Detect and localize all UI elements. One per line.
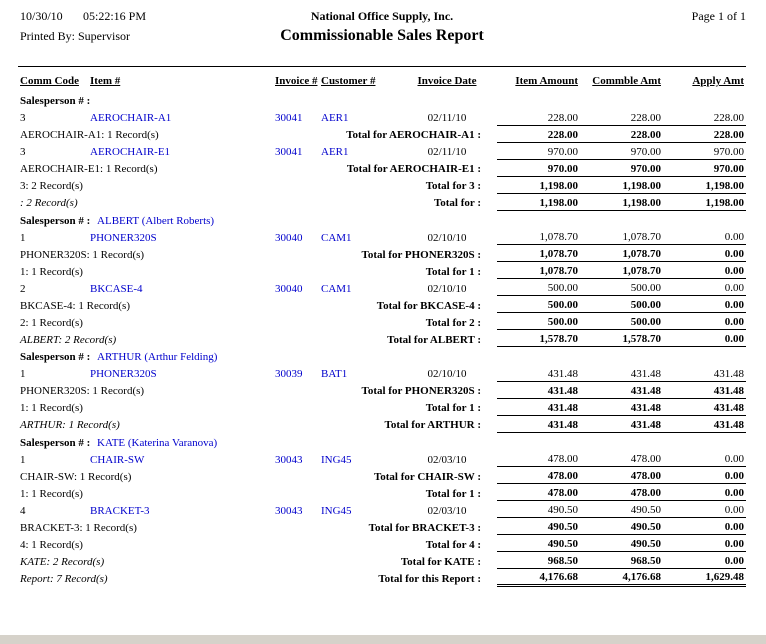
- apply-amt-subtotal: 431.48: [663, 381, 746, 398]
- record-count-label: BKCASE-4: 1 Record(s): [20, 299, 130, 312]
- record-count-label: 1: 1 Record(s): [20, 402, 83, 414]
- apply-amt-cell: 228.00: [663, 108, 746, 125]
- commble-amt-subtotal: 1,578.70: [580, 330, 663, 347]
- apply-amt-subtotal: 0.00: [663, 552, 746, 569]
- invoice-number-link[interactable]: 30043: [275, 453, 303, 466]
- invoice-number-link[interactable]: 30041: [275, 112, 303, 124]
- commble-amt-subtotal: 1,198.00: [580, 176, 663, 193]
- customer-number-link[interactable]: AER1: [321, 112, 349, 124]
- subtotal-row: [18, 159, 746, 176]
- salesperson-name-link[interactable]: ARTHUR (Arthur Felding): [97, 351, 218, 363]
- subtotal-row: [18, 552, 746, 569]
- comm-code-cell: 3: [20, 112, 26, 124]
- commble-amt-subtotal: 478.00: [580, 484, 663, 501]
- col-header-commble-amt: Commble Amt: [592, 75, 661, 87]
- customer-number-link[interactable]: ING45: [321, 453, 352, 466]
- apply-amt-subtotal: 228.00: [663, 125, 746, 142]
- col-header-apply-amt: Apply Amt: [692, 75, 744, 87]
- column-header-row: [18, 72, 746, 91]
- commble-amt-grand-total: 4,176.68: [580, 569, 663, 586]
- record-count-label: 4: 1 Record(s): [20, 538, 83, 551]
- item-amount-subtotal: 228.00: [497, 125, 580, 142]
- commble-amt-cell: 500.00: [580, 279, 663, 296]
- subtotal-label: Total for PHONER320S :: [361, 248, 481, 261]
- apply-amt-subtotal: 0.00: [663, 535, 746, 552]
- subtotal-row: [18, 193, 746, 210]
- print-time: 05:22:16 PM: [83, 9, 147, 23]
- salesperson-name-link[interactable]: KATE (Katerina Varanova): [97, 436, 218, 449]
- commble-amt-subtotal: 500.00: [580, 313, 663, 330]
- col-header-item: Item #: [90, 75, 121, 87]
- commble-amt-cell: 228.00: [580, 108, 663, 125]
- record-count-label: : 2 Record(s): [20, 197, 78, 209]
- record-count-label: BRACKET-3: 1 Record(s): [20, 521, 137, 534]
- subtotal-row: [18, 125, 746, 142]
- subtotal-row: [18, 296, 746, 313]
- commble-amt-subtotal: 968.50: [580, 552, 663, 569]
- record-count-label: PHONER320S: 1 Record(s): [20, 385, 145, 397]
- col-header-item-amount: Item Amount: [515, 75, 578, 87]
- subtotal-row: [18, 467, 746, 484]
- commble-amt-subtotal: 431.48: [580, 415, 663, 432]
- commble-amt-cell: 431.48: [580, 364, 663, 381]
- report-record-count-label: Report: 7 Record(s): [20, 572, 108, 585]
- salesperson-number-label: Salesperson # :: [20, 95, 91, 107]
- commble-amt-subtotal: 431.48: [580, 381, 663, 398]
- comm-code-cell: 1: [20, 453, 26, 466]
- item-amount-subtotal: 1,078.70: [497, 262, 580, 279]
- invoice-date-cell: 02/03/10: [427, 453, 467, 466]
- subtotal-label: Total for ARTHUR :: [384, 419, 481, 431]
- item-amount-cell: 228.00: [497, 108, 580, 125]
- customer-number-link[interactable]: CAM1: [321, 231, 352, 244]
- invoice-number-link[interactable]: 30043: [275, 504, 303, 517]
- subtotal-label: Total for BKCASE-4 :: [376, 299, 481, 312]
- apply-amt-subtotal: 0.00: [663, 330, 746, 347]
- customer-number-link[interactable]: AER1: [321, 146, 349, 158]
- print-date: 10/30/10: [20, 9, 63, 23]
- commble-amt-cell: 490.50: [580, 501, 663, 518]
- record-count-label: AEROCHAIR-A1: 1 Record(s): [20, 129, 159, 141]
- grand-total-label: Total for this Report :: [378, 572, 481, 585]
- subtotal-label: Total for BRACKET-3 :: [368, 521, 481, 534]
- apply-amt-cell: 0.00: [663, 501, 746, 518]
- col-header-invoice: Invoice #: [275, 75, 318, 87]
- item-number-link[interactable]: AEROCHAIR-A1: [90, 112, 172, 124]
- item-amount-subtotal: 1,198.00: [497, 176, 580, 193]
- invoice-number-link[interactable]: 30039: [275, 368, 303, 380]
- item-amount-subtotal: 490.50: [497, 518, 580, 535]
- apply-amt-subtotal: 431.48: [663, 398, 746, 415]
- page-number: Page 1 of 1: [691, 9, 746, 23]
- commble-amt-subtotal: 970.00: [580, 159, 663, 176]
- invoice-number-link[interactable]: 30040: [275, 231, 303, 244]
- subtotal-row: [18, 176, 746, 193]
- record-count-label: 1: 1 Record(s): [20, 265, 83, 278]
- commble-amt-subtotal: 490.50: [580, 535, 663, 552]
- item-amount-cell: 500.00: [497, 279, 580, 296]
- item-amount-cell: 1,078.70: [497, 228, 580, 245]
- commble-amt-subtotal: 500.00: [580, 296, 663, 313]
- commble-amt-subtotal: 431.48: [580, 398, 663, 415]
- item-amount-cell: 970.00: [497, 142, 580, 159]
- subtotal-label: Total for PHONER320S :: [361, 385, 481, 397]
- invoice-date-cell: 02/10/10: [427, 368, 467, 380]
- detail-row: [18, 364, 746, 381]
- item-number-link[interactable]: PHONER320S: [90, 231, 157, 244]
- salesperson-number-label: Salesperson # :: [20, 214, 91, 227]
- item-amount-cell: 490.50: [497, 501, 580, 518]
- subtotal-row: [18, 415, 746, 432]
- grand-total-row: [18, 569, 746, 586]
- item-number-link[interactable]: BRACKET-3: [90, 504, 150, 517]
- comm-code-cell: 2: [20, 282, 26, 295]
- subtotal-label: Total for ALBERT :: [387, 333, 481, 346]
- record-count-label: ARTHUR: 1 Record(s): [20, 419, 120, 431]
- detail-row: [18, 142, 746, 159]
- apply-amt-cell: 970.00: [663, 142, 746, 159]
- item-amount-subtotal: 500.00: [497, 296, 580, 313]
- subtotal-label: Total for 2 :: [425, 316, 481, 329]
- apply-amt-subtotal: 0.00: [663, 296, 746, 313]
- subtotal-row: [18, 398, 746, 415]
- header-divider: [18, 66, 746, 67]
- apply-amt-subtotal: 970.00: [663, 159, 746, 176]
- comm-code-cell: 3: [20, 146, 26, 158]
- commble-amt-subtotal: 490.50: [580, 518, 663, 535]
- invoice-date-cell: 02/11/10: [427, 112, 467, 124]
- apply-amt-subtotal: 1,198.00: [663, 176, 746, 193]
- col-header-invoice-date: Invoice Date: [417, 75, 477, 87]
- invoice-date-cell: 02/03/10: [427, 504, 467, 517]
- customer-number-link[interactable]: BAT1: [321, 368, 348, 380]
- item-number-link[interactable]: BKCASE-4: [90, 282, 143, 295]
- window-bottom-edge: [0, 635, 766, 644]
- customer-number-link[interactable]: CAM1: [321, 282, 352, 295]
- commble-amt-subtotal: 1,078.70: [580, 245, 663, 262]
- subtotal-label: Total for 1 :: [425, 487, 481, 500]
- record-count-label: KATE: 2 Record(s): [20, 555, 105, 568]
- item-amount-subtotal: 1,078.70: [497, 245, 580, 262]
- apply-amt-subtotal: 0.00: [663, 262, 746, 279]
- salesperson-group-row: [18, 210, 746, 228]
- subtotal-label: Total for 4 :: [425, 538, 481, 551]
- item-amount-subtotal: 500.00: [497, 313, 580, 330]
- detail-row: [18, 450, 746, 467]
- comm-code-cell: 4: [20, 504, 26, 517]
- report-table: [18, 72, 746, 587]
- subtotal-label: Total for AEROCHAIR-E1 :: [346, 163, 481, 175]
- salesperson-number-label: Salesperson # :: [20, 436, 91, 449]
- record-count-label: 3: 2 Record(s): [20, 180, 83, 192]
- apply-amt-cell: 431.48: [663, 364, 746, 381]
- record-count-label: PHONER320S: 1 Record(s): [20, 248, 145, 261]
- invoice-number-link[interactable]: 30041: [275, 146, 303, 158]
- apply-amt-cell: 0.00: [663, 228, 746, 245]
- subtotal-label: Total for AEROCHAIR-A1 :: [346, 129, 481, 141]
- apply-amt-grand-total: 1,629.48: [663, 569, 746, 586]
- printed-by-label: Printed By: Supervisor: [20, 29, 130, 43]
- item-amount-subtotal: 1,578.70: [497, 330, 580, 347]
- invoice-date-cell: 02/10/10: [427, 282, 467, 295]
- report-header-line1: [18, 7, 746, 26]
- item-amount-subtotal: 970.00: [497, 159, 580, 176]
- item-amount-subtotal: 968.50: [497, 552, 580, 569]
- apply-amt-cell: 0.00: [663, 450, 746, 467]
- commble-amt-cell: 1,078.70: [580, 228, 663, 245]
- item-amount-subtotal: 431.48: [497, 415, 580, 432]
- detail-row: [18, 108, 746, 125]
- subtotal-row: [18, 484, 746, 501]
- subtotal-label: Total for 1 :: [425, 265, 481, 278]
- customer-number-link[interactable]: ING45: [321, 504, 352, 517]
- subtotal-row: [18, 330, 746, 347]
- record-count-label: 1: 1 Record(s): [20, 487, 83, 500]
- item-amount-subtotal: 478.00: [497, 484, 580, 501]
- record-count-label: CHAIR-SW: 1 Record(s): [20, 470, 132, 483]
- record-count-label: 2: 1 Record(s): [20, 316, 83, 329]
- invoice-number-link[interactable]: 30040: [275, 282, 303, 295]
- commble-amt-cell: 970.00: [580, 142, 663, 159]
- subtotal-row: [18, 381, 746, 398]
- col-header-customer: Customer #: [321, 75, 376, 87]
- detail-row: [18, 228, 746, 245]
- item-amount-cell: 478.00: [497, 450, 580, 467]
- detail-row: [18, 279, 746, 296]
- item-amount-grand-total: 4,176.68: [497, 569, 580, 586]
- salesperson-name-link[interactable]: ALBERT (Albert Roberts): [97, 214, 215, 227]
- commble-amt-subtotal: 478.00: [580, 467, 663, 484]
- comm-code-cell: 1: [20, 231, 26, 244]
- commble-amt-subtotal: 1,198.00: [580, 193, 663, 210]
- apply-amt-subtotal: 431.48: [663, 415, 746, 432]
- report-title: Commissionable Sales Report: [280, 27, 484, 44]
- salesperson-number-label: Salesperson # :: [20, 351, 91, 363]
- subtotal-row: [18, 245, 746, 262]
- apply-amt-subtotal: 0.00: [663, 245, 746, 262]
- subtotal-label: Total for KATE :: [400, 555, 481, 568]
- item-number-link[interactable]: AEROCHAIR-E1: [90, 146, 171, 158]
- salesperson-group-row: [18, 347, 746, 365]
- apply-amt-subtotal: 0.00: [663, 518, 746, 535]
- item-amount-subtotal: 1,198.00: [497, 193, 580, 210]
- subtotal-label: Total for 3 :: [425, 180, 481, 192]
- detail-row: [18, 501, 746, 518]
- subtotal-row: [18, 313, 746, 330]
- subtotal-label: Total for :: [433, 197, 481, 209]
- invoice-date-cell: 02/10/10: [427, 231, 467, 244]
- comm-code-cell: 1: [20, 368, 26, 380]
- record-count-label: AEROCHAIR-E1: 1 Record(s): [20, 163, 158, 175]
- commble-amt-cell: 478.00: [580, 450, 663, 467]
- salesperson-group-row: [18, 91, 746, 108]
- report-header-line2: [18, 26, 746, 52]
- apply-amt-subtotal: 0.00: [663, 313, 746, 330]
- salesperson-group-row: [18, 432, 746, 450]
- subtotal-row: [18, 518, 746, 535]
- subtotal-row: [18, 262, 746, 279]
- commble-amt-subtotal: 228.00: [580, 125, 663, 142]
- item-amount-cell: 431.48: [497, 364, 580, 381]
- commble-amt-subtotal: 1,078.70: [580, 262, 663, 279]
- apply-amt-subtotal: 0.00: [663, 484, 746, 501]
- item-amount-subtotal: 431.48: [497, 398, 580, 415]
- apply-amt-subtotal: 0.00: [663, 467, 746, 484]
- record-count-label: ALBERT: 2 Record(s): [20, 333, 117, 346]
- subtotal-label: Total for CHAIR-SW :: [373, 470, 481, 483]
- company-name: National Office Supply, Inc.: [310, 9, 454, 23]
- item-amount-subtotal: 478.00: [497, 467, 580, 484]
- apply-amt-subtotal: 1,198.00: [663, 193, 746, 210]
- invoice-date-cell: 02/11/10: [427, 146, 467, 158]
- item-number-link[interactable]: CHAIR-SW: [90, 453, 145, 466]
- item-amount-subtotal: 490.50: [497, 535, 580, 552]
- item-number-link[interactable]: PHONER320S: [90, 368, 157, 380]
- item-amount-subtotal: 431.48: [497, 381, 580, 398]
- subtotal-row: [18, 535, 746, 552]
- apply-amt-cell: 0.00: [663, 279, 746, 296]
- subtotal-label: Total for 1 :: [425, 402, 481, 414]
- col-header-comm-code: Comm Code: [20, 75, 79, 87]
